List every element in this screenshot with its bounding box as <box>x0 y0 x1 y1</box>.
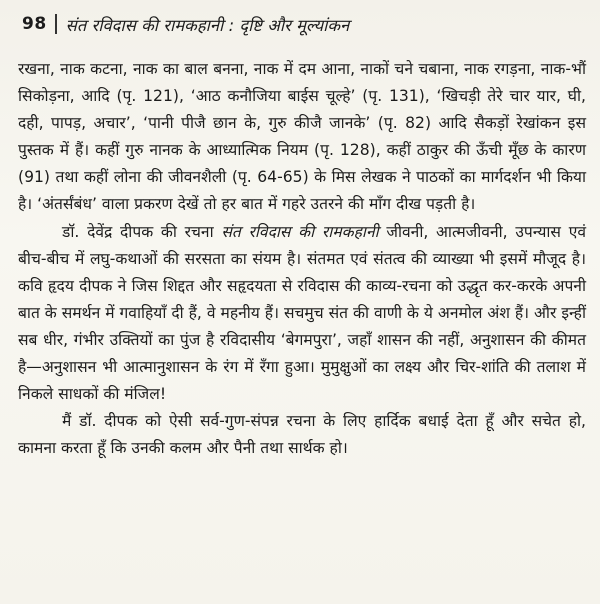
header-divider <box>55 14 57 34</box>
running-header <box>22 10 349 38</box>
book-title-italic: संत रविदास की रामकहानी <box>221 222 379 241</box>
paragraph-review <box>18 219 586 409</box>
paragraph-continued: रखना, नाक कटना, नाक का बाल बनना, नाक में दम आना, नाकों चने चबाना, नाक रगड़ना, नाक-भौं सिकोड़ना, आदि (पृ. 121), ‘आठ कनौजिया बाईस चूल्हे’ (पृ. 131), ‘खिचड़ी तेरे चार यार, घी, दही, पापड़, अचार’, ‘पानी पीजै छान के, गुरु कीजै जानके’ (पृ. 82) आदि सैकड़ों रेखांकन इस पुस्तक में हैं। कहीं गुरु नानक के आध्यात्मिक नियम (पृ. 128), कहीं ठाकुर की ऊँची मूँछ के कारण (91) तथा कहीं लोना की जीवनशैली (पृ. 64-65) के मिस लेखक ने पाठकों का मार्गदर्शन भी किया है। ‘अंतर्संबंध’ वाला प्रकरण देखें तो हर बात में गहरे उतरने की माँग दीख पड़ती है। <box>18 60 586 214</box>
running-title: संत रविदास की रामकहानी : दृष्टि और मूल्यांकन <box>65 15 350 35</box>
paragraph-review-lead: डॉ. देवेंद्र दीपक की रचना <box>62 222 222 241</box>
paragraph-closing: मैं डॉ. दीपक को ऐसी सर्व-गुण-संपन्न रचना के लिए हार्दिक बधाई देता हूँ और सचेत हो, कामना करता हूँ कि उनकी कलम और पैनी तथा सार्थक हो। <box>18 412 586 458</box>
body-text <box>18 56 586 462</box>
paragraph-review-rest: जीवनी, आत्मजीवनी, उपन्यास एवं बीच-बीच में लघु-कथाओं की सरसता का संयम है। संतमत एवं संतत्व की व्याख्या भी इसमें मौजूद है। कवि हृदय दीपक ने जिस शिद्दत और सहृदयता से रविदास की काव्य-रचना को उद्धृत कर-करके अपनी बात के समर्थन में गवाहियाँ दी हैं, वे महनीय हैं। सचमुच संत की वाणी के ये अनमोल अंश हैं। और इन्हीं सब धीर, गंभीर उक्तियों का पुंज है रविदासीय ‘बेगमपुरा’, जहाँ शासन की नहीं, अनुशासन की कीमत है—अनुशासन भी आत्मानुशासन के रंग में रँगा हुआ। मुमुक्षुओं का लक्ष्य और चिर-शांति की तलाश में निकले साधकों की मंजिल! <box>18 222 586 404</box>
page-number: 98 <box>22 14 47 34</box>
